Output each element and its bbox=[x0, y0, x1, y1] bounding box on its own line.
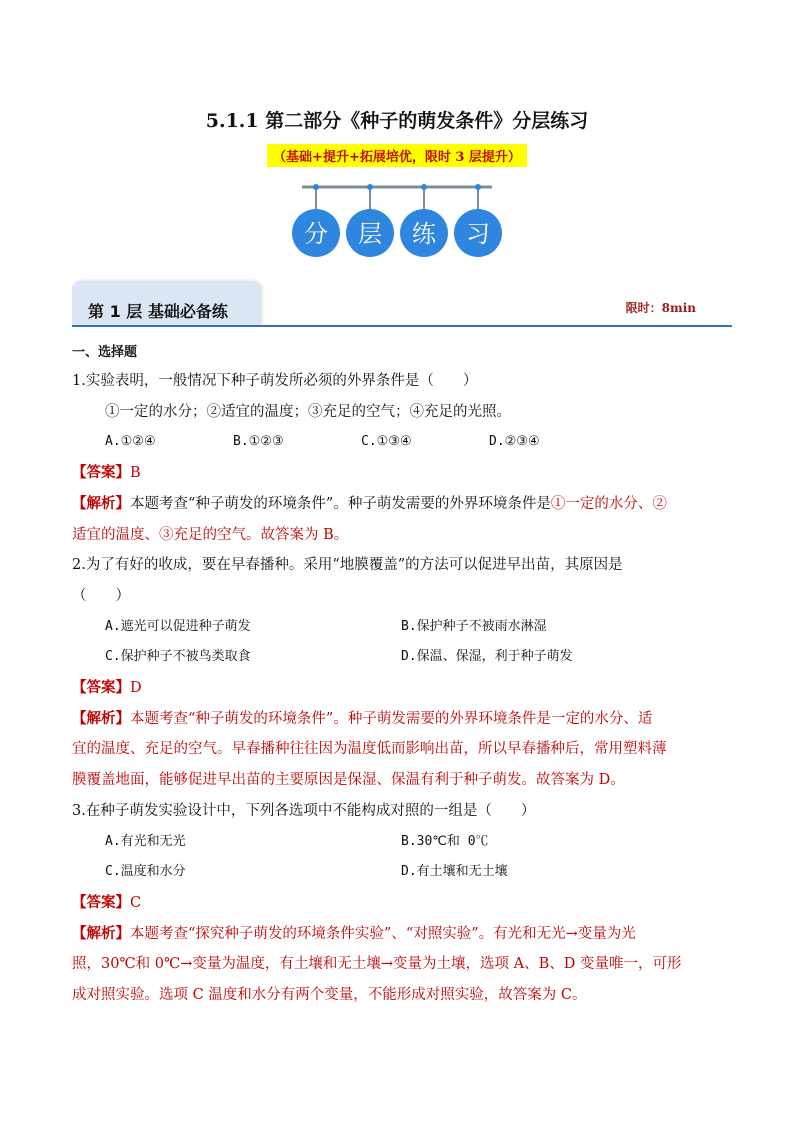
question-2-stem-line-1: 2.为了有好的收成，要在早春播种。采用“地膜覆盖”的方法可以促进早出苗，其原因是 bbox=[72, 557, 623, 574]
badge-ceng bbox=[346, 184, 394, 257]
question-2-analysis-line-1: 【解析】本题考查“种子萌发的环境条件”。种子萌发需要的外界环境条件是一定的水分、适 bbox=[72, 709, 653, 727]
question-1-extra: ①一定的水分；②适宜的温度；③充足的空气；④充足的光照。 bbox=[105, 403, 511, 420]
option-c: C.温度和水分 bbox=[105, 864, 186, 880]
question-2-stem-line-2: （ ） bbox=[72, 587, 130, 604]
option-b: B.保护种子不被雨水淋湿 bbox=[401, 618, 547, 634]
exercise-content bbox=[72, 340, 736, 1011]
layer-header bbox=[72, 281, 732, 327]
question-3-analysis-line-1: 【解析】本题考查“探究种子萌发的环境条件实验”、“对照实验”。有光和无光→变量为光 bbox=[72, 924, 636, 942]
option-c: C.保护种子不被鸟类取食 bbox=[105, 649, 251, 665]
header-badges bbox=[0, 180, 794, 260]
question-1-analysis-line-1: 【解析】本题考查“种子萌发的环境条件”。种子萌发需要的外界环境条件是①一定的水分、② bbox=[72, 494, 667, 512]
question-2-options-row-2 bbox=[72, 642, 736, 673]
question-2-analysis-line-2: 宜的温度、充足的空气。早春播种往往因为温度低而影响出苗，所以早春播种后，常用塑料薄 bbox=[72, 741, 667, 758]
option-d: D.有土壤和无土壤 bbox=[401, 864, 508, 880]
badge-fen bbox=[292, 184, 340, 257]
badge-char-3: 练 bbox=[412, 220, 436, 248]
question-3-analysis-line-2: 照，30℃和 0℃→变量为温度，有土壤和无土壤→变量为土壤，选项 A、B、D 变量唯一，可形 bbox=[72, 956, 682, 973]
question-1-stem: 1.实验表明，一般情况下种子萌发所必须的外界条件是（ ） bbox=[72, 373, 478, 389]
question-3-analysis-line-3: 成对照实验。选项 C 温度和水分有两个变量，不能形成对照实验，故答案为 C。 bbox=[72, 987, 587, 1004]
time-limit: 限时：8min bbox=[625, 301, 696, 315]
layer-title: 第 1 层 基础必备练 bbox=[88, 302, 228, 321]
question-3-stem: 3.在种子萌发实验设计中，下列各选项中不能构成对照的一组是（ ） bbox=[72, 802, 536, 819]
option-a: A.①②④ bbox=[105, 434, 156, 450]
question-1-answer: 【答案】B bbox=[72, 464, 141, 482]
subtitle-wrap bbox=[0, 144, 794, 167]
question-2-options-row-1 bbox=[72, 612, 736, 643]
question-2-answer: 【答案】D bbox=[72, 679, 142, 697]
question-1-analysis-line-2: 适宜的温度、③充足的空气。故答案为 B。 bbox=[72, 526, 349, 543]
badge-xi bbox=[454, 184, 502, 257]
section-title: 一、选择题 bbox=[72, 345, 138, 360]
option-b: B.①②③ bbox=[233, 434, 284, 450]
question-3-options-row-1 bbox=[72, 827, 736, 858]
question-3-options-row-2 bbox=[72, 857, 736, 888]
option-a: A.遮光可以促进种子萌发 bbox=[105, 618, 251, 634]
question-3-answer: 【答案】C bbox=[72, 893, 142, 911]
badge-char-2: 层 bbox=[358, 220, 382, 248]
option-d: D.保温、保湿，利于种子萌发 bbox=[401, 649, 573, 665]
layer-rule bbox=[72, 325, 732, 327]
badge-char-4: 习 bbox=[466, 220, 490, 248]
option-d: D.②③④ bbox=[489, 434, 540, 450]
option-c: C.①③④ bbox=[361, 434, 412, 450]
page-title: 5.1.1 第二部分《种子的萌发条件》分层练习 bbox=[205, 110, 589, 132]
badge-lian bbox=[400, 184, 448, 257]
question-2-analysis-line-3: 膜覆盖地面，能够促进早出苗的主要原因是保湿、保温有利于种子萌发。故答案为 D。 bbox=[72, 772, 625, 789]
subtitle: （基础+提升+拓展培优，限时 3 层提升） bbox=[267, 144, 527, 167]
question-1-options bbox=[72, 427, 736, 458]
option-b: B.30℃和 0℃ bbox=[401, 833, 489, 849]
badge-char-1: 分 bbox=[304, 220, 328, 248]
option-a: A.有光和无光 bbox=[105, 833, 186, 849]
